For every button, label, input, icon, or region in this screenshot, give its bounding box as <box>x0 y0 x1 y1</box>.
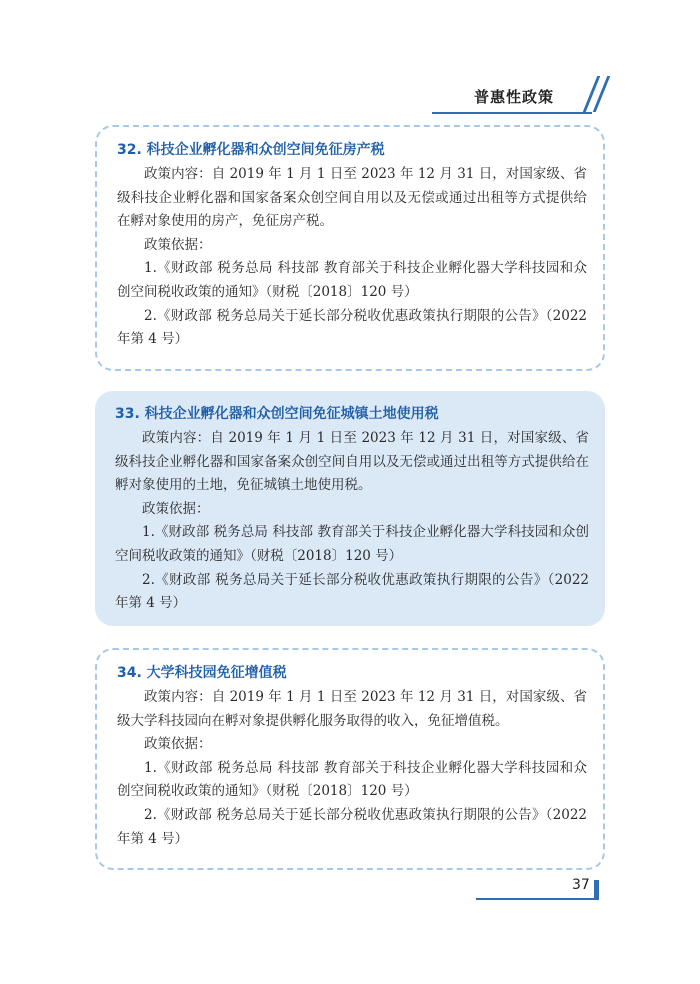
footer-bar-decoration <box>594 880 599 900</box>
policy-content: 政策内容：自 2019 年 1 月 1 日至 2023 年 12 月 31 日，对国家级、省级大学科技园向在孵对象提供孵化服务取得的收入，免征增值税。 <box>117 689 587 729</box>
policy-basis-item: 2.《财政部 税务总局关于延长部分税收优惠政策执行期限的公告》（2022 年第 4 号） <box>115 571 589 612</box>
footer-rule <box>476 898 598 900</box>
policy-basis-item: 2.《财政部 税务总局关于延长部分税收优惠政策执行期限的公告》（2022 年第 4 号） <box>117 307 587 348</box>
policy-title: 34. 大学科技园免征增值税 <box>117 665 287 681</box>
policy-card-34 <box>95 648 605 870</box>
policy-basis-item: 1.《财政部 税务总局 科技部 教育部关于科技企业孵化器大学科技园和众创空间税收政策的通知》（财税〔2018〕120 号） <box>117 759 587 800</box>
policy-content: 政策内容：自 2019 年 1 月 1 日至 2023 年 12 月 31 日，对国家级、省级科技企业孵化器和国家备案众创空间自用以及无偿或通过出租等方式提供给在孵对象使用的房产，免征房产税。 <box>117 166 587 230</box>
section-title: 普惠性政策 <box>474 88 555 106</box>
policy-basis-item: 1.《财政部 税务总局 科技部 教育部关于科技企业孵化器大学科技园和众创空间税收政策的通知》（财税〔2018〕120 号） <box>117 260 587 300</box>
policy-basis-label: 政策依据： <box>142 500 210 517</box>
policy-card-33 <box>95 391 605 626</box>
policy-content: 政策内容：自 2019 年 1 月 1 日至 2023 年 12 月 31 日，对国家级、省级科技企业孵化器和国家备案众创空间自用以及无偿或通过出租等方式提供给在孵对象使用的土地，免征城镇土地使用税。 <box>115 430 589 494</box>
policy-basis-item: 1.《财政部 税务总局 科技部 教育部关于科技企业孵化器大学科技园和众创空间税收政策的通知》（财税〔2018〕120 号） <box>115 524 589 564</box>
policy-basis-label: 政策依据： <box>144 736 212 753</box>
policy-title: 32. 科技企业孵化器和众创空间免征房产税 <box>117 142 385 158</box>
policy-card-32 <box>95 125 605 371</box>
policy-basis-item: 2.《财政部 税务总局关于延长部分税收优惠政策执行期限的公告》（2022 年第 4 号） <box>117 806 587 847</box>
page-number: 37 <box>572 877 590 893</box>
running-header <box>424 76 614 116</box>
header-rule <box>432 112 592 114</box>
policy-title: 33. 科技企业孵化器和众创空间免征城镇土地使用税 <box>115 406 439 422</box>
policy-basis-label: 政策依据： <box>144 236 212 253</box>
